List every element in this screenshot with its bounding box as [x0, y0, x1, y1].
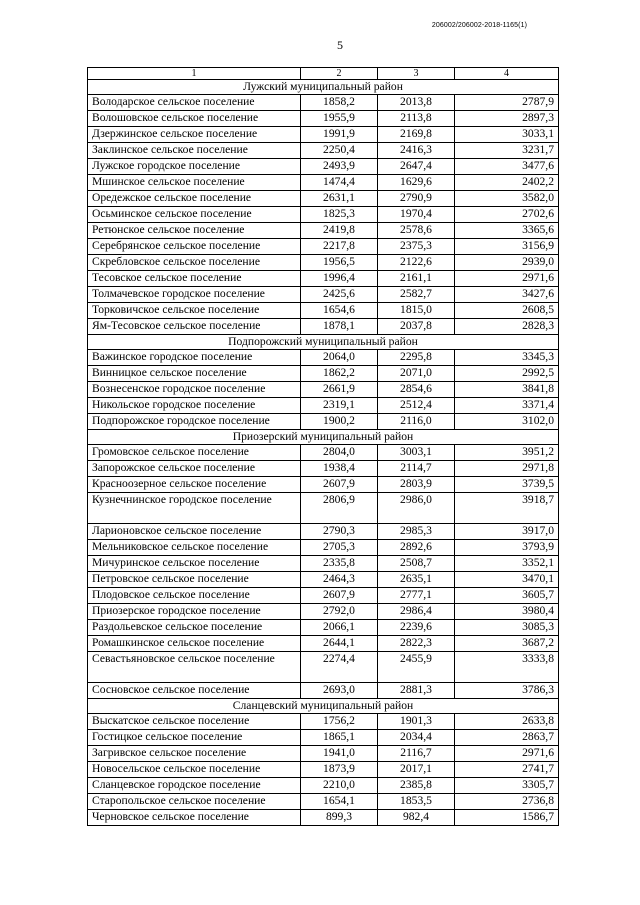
- value-col-4: 2863,7: [455, 730, 559, 746]
- settlement-name: Лужское городское поселение: [88, 159, 301, 175]
- value-col-4: 3687,2: [455, 636, 559, 652]
- value-col-2: 1991,9: [301, 127, 378, 143]
- settlement-name: Красноозерное сельское поселение: [88, 477, 301, 493]
- column-header-row: [88, 68, 559, 80]
- settlement-name: Мельниковское сельское поселение: [88, 540, 301, 556]
- value-col-2: 2335,8: [301, 556, 378, 572]
- value-col-4: 3365,6: [455, 223, 559, 239]
- value-col-4: 2897,3: [455, 111, 559, 127]
- column-header-1: 1: [88, 68, 301, 80]
- value-col-2: 2607,9: [301, 477, 378, 493]
- value-col-2: 2644,1: [301, 636, 378, 652]
- column-header-4: 4: [455, 68, 559, 80]
- value-col-4: 3582,0: [455, 191, 559, 207]
- value-col-4: 3841,8: [455, 382, 559, 398]
- value-col-3: 2037,8: [378, 319, 455, 335]
- table-row: [88, 652, 559, 683]
- value-col-4: 2787,9: [455, 95, 559, 111]
- settlement-name: Осьминское сельское поселение: [88, 207, 301, 223]
- table-row: [88, 366, 559, 382]
- value-col-4: 3793,9: [455, 540, 559, 556]
- settlement-name: Волошовское сельское поселение: [88, 111, 301, 127]
- table-body: [88, 68, 559, 826]
- settlement-name: Скребловское сельское поселение: [88, 255, 301, 271]
- table-row: [88, 477, 559, 493]
- value-col-3: 2777,1: [378, 588, 455, 604]
- value-col-3: 2985,3: [378, 524, 455, 540]
- settlement-name: Севастьяновское сельское поселение: [88, 652, 301, 683]
- value-col-2: 1955,9: [301, 111, 378, 127]
- value-col-3: 2986,4: [378, 604, 455, 620]
- value-col-2: 2210,0: [301, 778, 378, 794]
- value-col-2: 899,3: [301, 810, 378, 826]
- value-col-2: 1941,0: [301, 746, 378, 762]
- value-col-2: 1756,2: [301, 714, 378, 730]
- value-col-2: 2217,8: [301, 239, 378, 255]
- table-row: [88, 556, 559, 572]
- value-col-3: 2822,3: [378, 636, 455, 652]
- table-row: [88, 191, 559, 207]
- table-row: [88, 319, 559, 335]
- table-row: [88, 778, 559, 794]
- value-col-2: 2425,6: [301, 287, 378, 303]
- table-row: [88, 572, 559, 588]
- value-col-4: 2971,8: [455, 461, 559, 477]
- value-col-2: 1825,3: [301, 207, 378, 223]
- settlement-name: Торковичское сельское поселение: [88, 303, 301, 319]
- page-number: 5: [337, 38, 343, 52]
- value-col-2: 2064,0: [301, 350, 378, 366]
- value-col-4: 3470,1: [455, 572, 559, 588]
- value-col-2: 2693,0: [301, 683, 378, 699]
- value-col-4: 3786,3: [455, 683, 559, 699]
- value-col-4: 1586,7: [455, 810, 559, 826]
- settlement-name: Вознесенское городское поселение: [88, 382, 301, 398]
- settlement-name: Ларионовское сельское поселение: [88, 524, 301, 540]
- value-col-2: 2066,1: [301, 620, 378, 636]
- table-row: [88, 620, 559, 636]
- value-col-4: 3305,7: [455, 778, 559, 794]
- value-col-4: 3477,6: [455, 159, 559, 175]
- value-col-2: 2631,1: [301, 191, 378, 207]
- value-col-4: 2939,0: [455, 255, 559, 271]
- value-col-2: 2705,3: [301, 540, 378, 556]
- value-col-3: 1853,5: [378, 794, 455, 810]
- district-name: Сланцевский муниципальный район: [88, 699, 559, 714]
- settlements-table: [87, 67, 559, 826]
- settlement-name: Тесовское сельское поселение: [88, 271, 301, 287]
- table-row: [88, 95, 559, 111]
- value-col-4: 3345,3: [455, 350, 559, 366]
- district-row: [88, 430, 559, 445]
- value-col-4: 2633,8: [455, 714, 559, 730]
- value-col-3: 2854,6: [378, 382, 455, 398]
- value-col-4: 2702,6: [455, 207, 559, 223]
- table-row: [88, 604, 559, 620]
- value-col-3: 2892,6: [378, 540, 455, 556]
- value-col-2: 2607,9: [301, 588, 378, 604]
- table-row: [88, 303, 559, 319]
- settlement-name: Громовское сельское поселение: [88, 445, 301, 461]
- value-col-2: 2419,8: [301, 223, 378, 239]
- value-col-2: 2790,3: [301, 524, 378, 540]
- value-col-2: 1474,4: [301, 175, 378, 191]
- value-col-4: 3156,9: [455, 239, 559, 255]
- value-col-2: 1938,4: [301, 461, 378, 477]
- table-row: [88, 239, 559, 255]
- value-col-3: 2455,9: [378, 652, 455, 683]
- settlement-name: Мичуринское сельское поселение: [88, 556, 301, 572]
- value-col-3: 2512,4: [378, 398, 455, 414]
- table-row: [88, 223, 559, 239]
- table-row: [88, 127, 559, 143]
- settlement-name: Раздольевское сельское поселение: [88, 620, 301, 636]
- column-header-2: 2: [301, 68, 378, 80]
- value-col-2: 1858,2: [301, 95, 378, 111]
- table-row: [88, 207, 559, 223]
- table-row: [88, 794, 559, 810]
- table-row: [88, 414, 559, 430]
- value-col-2: 1862,2: [301, 366, 378, 382]
- settlement-name: Дзержинское сельское поселение: [88, 127, 301, 143]
- table-row: [88, 382, 559, 398]
- district-row: [88, 699, 559, 714]
- value-col-3: 2013,8: [378, 95, 455, 111]
- settlement-name: Старопольское сельское поселение: [88, 794, 301, 810]
- table-row: [88, 714, 559, 730]
- value-col-2: 1900,2: [301, 414, 378, 430]
- value-col-4: 3951,2: [455, 445, 559, 461]
- value-col-4: 2736,8: [455, 794, 559, 810]
- table-row: [88, 255, 559, 271]
- value-col-4: 2971,6: [455, 271, 559, 287]
- document-id: 206002/206002-2018-1165(1): [431, 22, 527, 29]
- value-col-3: 3003,1: [378, 445, 455, 461]
- value-col-2: 2274,4: [301, 652, 378, 683]
- value-col-4: 3371,4: [455, 398, 559, 414]
- settlement-name: Заклинское сельское поселение: [88, 143, 301, 159]
- value-col-3: 1901,3: [378, 714, 455, 730]
- value-col-4: 3033,1: [455, 127, 559, 143]
- value-col-4: 3739,5: [455, 477, 559, 493]
- value-col-3: 2122,6: [378, 255, 455, 271]
- settlement-name: Черновское сельское поселение: [88, 810, 301, 826]
- value-col-2: 2493,9: [301, 159, 378, 175]
- settlement-name: Серебрянское сельское поселение: [88, 239, 301, 255]
- settlement-name: Толмачевское городское поселение: [88, 287, 301, 303]
- value-col-3: 2239,6: [378, 620, 455, 636]
- settlement-name: Ям-Тесовское сельское поселение: [88, 319, 301, 335]
- table-row: [88, 636, 559, 652]
- value-col-3: 2385,8: [378, 778, 455, 794]
- value-col-3: 1970,4: [378, 207, 455, 223]
- value-col-3: 2416,3: [378, 143, 455, 159]
- value-col-3: 1815,0: [378, 303, 455, 319]
- settlement-name: Запорожское сельское поселение: [88, 461, 301, 477]
- value-col-3: 2582,7: [378, 287, 455, 303]
- value-col-4: 2828,3: [455, 319, 559, 335]
- value-col-3: 2635,1: [378, 572, 455, 588]
- settlement-name: Сланцевское городское поселение: [88, 778, 301, 794]
- value-col-3: 2116,7: [378, 746, 455, 762]
- settlement-name: Петровское сельское поселение: [88, 572, 301, 588]
- settlement-name: Мшинское сельское поселение: [88, 175, 301, 191]
- value-col-2: 2661,9: [301, 382, 378, 398]
- value-col-3: 2116,0: [378, 414, 455, 430]
- settlement-name: Кузнечнинское городское поселение: [88, 493, 301, 524]
- value-col-2: 1654,1: [301, 794, 378, 810]
- value-col-3: 2803,9: [378, 477, 455, 493]
- value-col-4: 2992,5: [455, 366, 559, 382]
- value-col-2: 2792,0: [301, 604, 378, 620]
- settlement-name: Плодовское сельское поселение: [88, 588, 301, 604]
- district-row: [88, 335, 559, 350]
- value-col-4: 3102,0: [455, 414, 559, 430]
- value-col-3: 2375,3: [378, 239, 455, 255]
- value-col-2: 1865,1: [301, 730, 378, 746]
- value-col-2: 1873,9: [301, 762, 378, 778]
- value-col-3: 2508,7: [378, 556, 455, 572]
- table-row: [88, 683, 559, 699]
- value-col-2: 2319,1: [301, 398, 378, 414]
- table-row: [88, 540, 559, 556]
- table-row: [88, 461, 559, 477]
- value-col-2: 1996,4: [301, 271, 378, 287]
- settlement-name: Никольское городское поселение: [88, 398, 301, 414]
- value-col-3: 2790,9: [378, 191, 455, 207]
- value-col-3: 2578,6: [378, 223, 455, 239]
- settlement-name: Новосельское сельское поселение: [88, 762, 301, 778]
- settlement-name: Подпорожское городское поселение: [88, 414, 301, 430]
- value-col-2: 1878,1: [301, 319, 378, 335]
- value-col-4: 2608,5: [455, 303, 559, 319]
- table-row: [88, 143, 559, 159]
- district-name: Приозерский муниципальный район: [88, 430, 559, 445]
- settlement-name: Винницкое сельское поселение: [88, 366, 301, 382]
- settlement-name: Оредежское сельское поселение: [88, 191, 301, 207]
- table-row: [88, 398, 559, 414]
- settlement-name: Выскатское сельское поселение: [88, 714, 301, 730]
- value-col-4: 3427,6: [455, 287, 559, 303]
- table-row: [88, 524, 559, 540]
- district-name: Лужский муниципальный район: [88, 80, 559, 95]
- value-col-3: 2161,1: [378, 271, 455, 287]
- value-col-3: 2017,1: [378, 762, 455, 778]
- table-row: [88, 588, 559, 604]
- value-col-2: 2806,9: [301, 493, 378, 524]
- value-col-4: 3231,7: [455, 143, 559, 159]
- table-row: [88, 111, 559, 127]
- value-col-3: 982,4: [378, 810, 455, 826]
- table-row: [88, 287, 559, 303]
- table-row: [88, 493, 559, 524]
- table-row: [88, 810, 559, 826]
- district-name: Подпорожский муниципальный район: [88, 335, 559, 350]
- settlement-name: Володарское сельское поселение: [88, 95, 301, 111]
- value-col-2: 1654,6: [301, 303, 378, 319]
- column-header-3: 3: [378, 68, 455, 80]
- settlement-name: Загривское сельское поселение: [88, 746, 301, 762]
- value-col-3: 2169,8: [378, 127, 455, 143]
- value-col-3: 2881,3: [378, 683, 455, 699]
- value-col-3: 2034,4: [378, 730, 455, 746]
- value-col-3: 2986,0: [378, 493, 455, 524]
- value-col-2: 2250,4: [301, 143, 378, 159]
- district-row: [88, 80, 559, 95]
- settlement-name: Важинское городское поселение: [88, 350, 301, 366]
- table-row: [88, 159, 559, 175]
- value-col-4: 3333,8: [455, 652, 559, 683]
- settlement-name: Сосновское сельское поселение: [88, 683, 301, 699]
- table-row: [88, 445, 559, 461]
- value-col-4: 3917,0: [455, 524, 559, 540]
- value-col-3: 2113,8: [378, 111, 455, 127]
- value-col-4: 2971,6: [455, 746, 559, 762]
- value-col-3: 2114,7: [378, 461, 455, 477]
- value-col-3: 2295,8: [378, 350, 455, 366]
- table-row: [88, 271, 559, 287]
- table-row: [88, 746, 559, 762]
- value-col-4: 3605,7: [455, 588, 559, 604]
- settlement-name: Ретюнское сельское поселение: [88, 223, 301, 239]
- table-row: [88, 350, 559, 366]
- value-col-3: 2647,4: [378, 159, 455, 175]
- value-col-3: 2071,0: [378, 366, 455, 382]
- table-row: [88, 175, 559, 191]
- value-col-2: 2464,3: [301, 572, 378, 588]
- settlement-name: Гостицкое сельское поселение: [88, 730, 301, 746]
- value-col-3: 1629,6: [378, 175, 455, 191]
- table-row: [88, 730, 559, 746]
- value-col-4: 3352,1: [455, 556, 559, 572]
- table-row: [88, 762, 559, 778]
- value-col-4: 2741,7: [455, 762, 559, 778]
- value-col-2: 1956,5: [301, 255, 378, 271]
- value-col-4: 3918,7: [455, 493, 559, 524]
- value-col-4: 3085,3: [455, 620, 559, 636]
- value-col-4: 3980,4: [455, 604, 559, 620]
- value-col-2: 2804,0: [301, 445, 378, 461]
- settlement-name: Приозерское городское поселение: [88, 604, 301, 620]
- value-col-4: 2402,2: [455, 175, 559, 191]
- settlement-name: Ромашкинское сельское поселение: [88, 636, 301, 652]
